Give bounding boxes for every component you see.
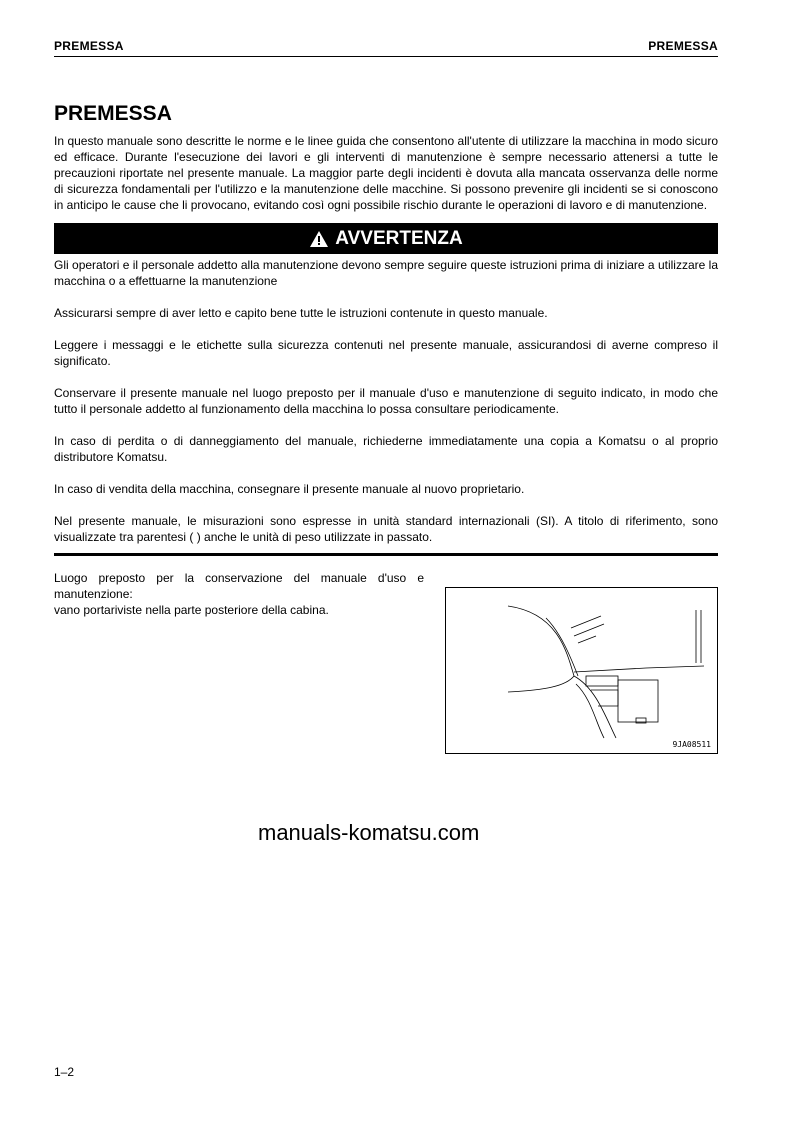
header-rule xyxy=(54,56,718,57)
warning-paragraph: Leggere i messaggi e le etichette sulla sicurezza contenuti nel presente manuale, assicurandosi di averne compreso il significato. xyxy=(54,338,718,368)
cab-illustration xyxy=(445,587,718,754)
warning-paragraph: Conservare il presente manuale nel luogo preposto per il manuale d'uso e manutenzione di seguito indicato, in modo che tutto il personale addetto al funzionamento della macchina lo possa consultare periodicamente. xyxy=(54,386,718,416)
warning-paragraph: Nel presente manuale, le misurazioni sono espresse in unità standard internazionali (SI). A titolo di riferimento, sono visualizzate tra parentesi ( ) anche le unità di peso utilizzate in passato. xyxy=(54,514,718,544)
watermark: manuals-komatsu.com xyxy=(258,820,480,845)
warning-paragraph: Assicurarsi sempre di aver letto e capito bene tutte le istruzioni contenute in questo manuale. xyxy=(54,306,548,320)
storage-text-block xyxy=(54,570,424,618)
page-title: PREMESSA xyxy=(54,102,172,125)
warning-triangle-icon xyxy=(309,230,329,248)
warning-paragraph: In caso di perdita o di danneggiamento del manuale, richiederne immediatamente una copia a Komatsu o al proprio distributore Komatsu. xyxy=(54,434,718,464)
main-content xyxy=(54,101,718,754)
warning-banner xyxy=(54,223,718,254)
storage-section xyxy=(54,570,718,754)
warning-paragraph: In caso di vendita della macchina, consegnare il presente manuale al nuovo proprietario. xyxy=(54,482,525,496)
storage-location-detail: vano portariviste nella parte posteriore della cabina. xyxy=(54,603,329,617)
section-rule xyxy=(54,553,718,556)
figure-code: 9JA08511 xyxy=(672,740,711,749)
storage-location-text: Luogo preposto per la conservazione del manuale d'uso e manutenzione: xyxy=(54,571,424,601)
warning-paragraph: Gli operatori e il personale addetto alla manutenzione devono sempre seguire queste istruzioni prima di iniziare a utilizzare la macchina o a effettuarne la manutenzione xyxy=(54,258,718,288)
intro-paragraph: In questo manuale sono descritte le norme e le linee guida che consentono all'utente di utilizzare la macchina in modo sicuro ed efficace. Durante l'esecuzione dei lavori e gli interventi di manutenzione è sempre necessario attenersi a tutte le precauzioni riportate nel presente manuale. La maggior parte degli incidenti è dovuta alla mancata osservanza delle norme di sicurezza fondamentali per l'utilizzo e la manutenzione delle macchine. Si possono prevenire gli incidenti se si conoscono in anticipo le cause che li provocano, evitando così ogni possibile rischio durante le operazioni di lavoro e di manutenzione. xyxy=(54,134,718,212)
header-left: PREMESSA xyxy=(54,39,124,53)
warning-label: AVVERTENZA xyxy=(335,227,463,249)
page-number: 1–2 xyxy=(54,1065,75,1079)
header-right: PREMESSA xyxy=(648,39,718,53)
